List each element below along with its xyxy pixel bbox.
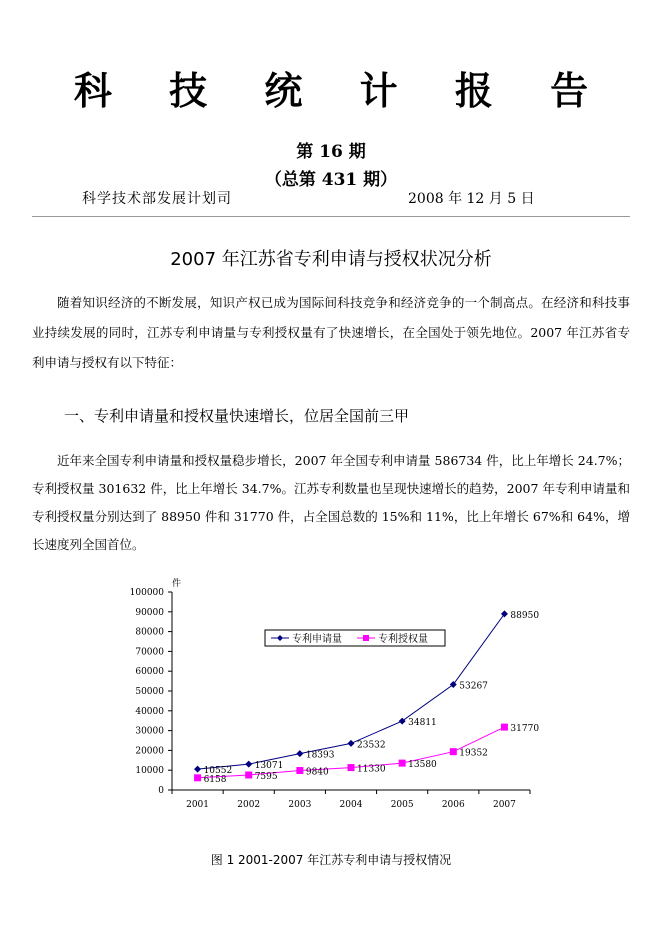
data-point-application (348, 740, 355, 747)
data-point-application (245, 761, 252, 768)
data-point-application (501, 610, 508, 617)
data-point-grant (450, 748, 457, 755)
patent-line-chart (120, 570, 560, 820)
data-label: 31770 (510, 724, 540, 735)
x-tick-label: 2003 (288, 800, 312, 810)
y-tick-label: 90000 (135, 607, 164, 618)
figure-caption: 图 1 2001-2007 年江苏专利申请与授权情况 (210, 853, 452, 867)
data-point-application (296, 750, 303, 757)
x-tick-label: 2006 (441, 800, 465, 810)
article-headline: 2007 年江苏省专利申请与授权状况分析 (170, 249, 492, 270)
y-tick-label: 100000 (129, 588, 164, 598)
y-tick-label: 20000 (135, 746, 164, 757)
data-point-grant (399, 760, 406, 767)
data-point-application (450, 681, 457, 688)
x-tick-label: 2001 (186, 800, 210, 810)
y-tick-label: 10000 (135, 766, 164, 777)
data-label: 88950 (510, 610, 540, 621)
section-heading: 一、专利申请量和授权量快速增长，位居全国前三甲 (64, 407, 410, 425)
data-point-grant (296, 767, 303, 774)
data-point-application (194, 766, 201, 773)
header-divider (32, 216, 630, 217)
data-label: 53267 (459, 681, 488, 692)
section-paragraph: 近年来全国专利申请量和授权量稳步增长，2007 年全国专利申请量 586734 件，比上年增长 24.7%；专利授权量 301632 件，比上年增长 34.7%。江苏专利数量也呈现快速增长的趋势，2007 年专利申请量和专利授权量分别达到了 88950 件和 31770 件，占全国总数的 15%和 11%，比上年增长 67%和 64%，增长速度列全国首位。 (32, 453, 630, 552)
issue-total: （总第 431 期） (264, 170, 398, 190)
x-tick-label: 2004 (339, 800, 363, 810)
data-label: 7595 (254, 771, 278, 782)
legend-marker (363, 635, 369, 641)
publish-date: 2008 年 12 月 5 日 (408, 191, 535, 207)
intro-paragraph: 随着知识经济的不断发展，知识产权已成为国际间科技竞争和经济竞争的一个制高点。在经济和科技事业持续发展的同时，江苏专利申请量与专利授权量有了快速增长，在全国处于领先地位。2007 年江苏省专利申请与授权有以下特征： (32, 295, 630, 370)
data-label: 34811 (408, 718, 437, 729)
data-label: 11330 (357, 764, 386, 775)
data-point-application (399, 718, 406, 725)
y-axis-unit-label: 件 (172, 579, 182, 589)
y-tick-label: 70000 (135, 647, 164, 658)
department: 科学技术部发展计划司 (82, 191, 232, 207)
data-label: 23532 (357, 740, 386, 751)
data-label: 13580 (408, 760, 437, 771)
data-point-grant (245, 771, 252, 778)
y-tick-label: 50000 (135, 687, 164, 697)
data-label: 10552 (203, 766, 233, 777)
x-tick-label: 2005 (390, 800, 414, 810)
legend-label: 专利申请量 (292, 634, 342, 645)
data-label: 9840 (305, 767, 329, 778)
legend-label: 专利授权量 (378, 634, 428, 645)
y-tick-label: 60000 (135, 667, 164, 678)
y-tick-label: 40000 (135, 706, 164, 717)
report-title: 科 技 统 计 报 告 (73, 69, 611, 113)
data-point-grant (501, 724, 508, 731)
data-label: 6158 (203, 774, 227, 785)
data-point-grant (348, 764, 355, 771)
y-tick-label: 0 (158, 786, 164, 796)
data-label: 18393 (305, 750, 335, 761)
x-tick-label: 2002 (237, 800, 261, 810)
y-tick-label: 80000 (135, 627, 164, 638)
data-label: 19352 (459, 748, 488, 759)
data-point-grant (194, 774, 201, 781)
issue-number: 第 16 期 (296, 142, 366, 162)
data-label: 13071 (254, 761, 284, 772)
x-tick-label: 2007 (492, 800, 516, 810)
y-tick-label: 30000 (135, 726, 164, 737)
